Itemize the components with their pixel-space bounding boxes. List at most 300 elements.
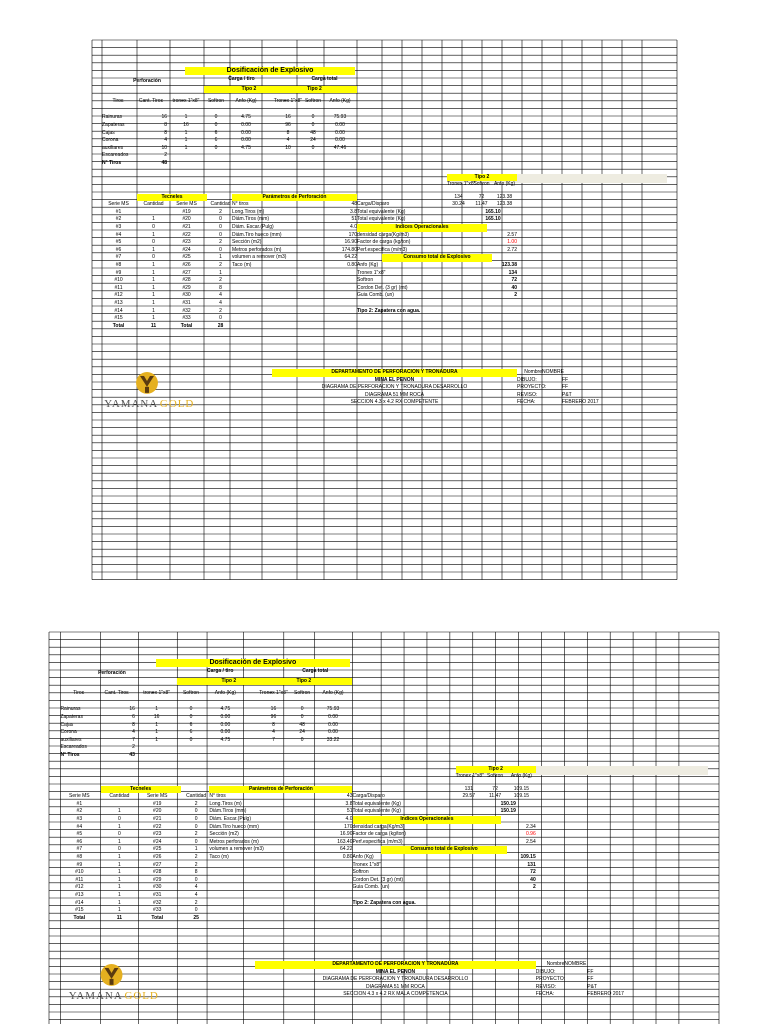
- info-value: FF: [587, 968, 594, 975]
- tec-cell: 0: [219, 231, 222, 238]
- carga-tiro-header: Carga / tiro: [228, 76, 255, 83]
- consumo-label: Cordon Det. (3 gr) (mt): [357, 284, 408, 291]
- tec-total: Total: [73, 914, 86, 921]
- tec-cell: 0: [219, 216, 222, 223]
- row-value: 16: [285, 114, 291, 121]
- svg-text:GOLD: GOLD: [124, 989, 160, 1002]
- diagrama-title: DIAGRAMA DE PERFORACION Y TRONADURA DESARROLLO: [321, 384, 468, 391]
- tipo2-box-val: 123.38: [496, 193, 513, 200]
- row-value: 48: [310, 129, 316, 136]
- indice-value: 2.34: [526, 823, 536, 830]
- tec-cell: #31: [153, 891, 162, 898]
- row-label: Escareados: [60, 744, 87, 751]
- row-label: Cajas: [102, 129, 115, 136]
- tec-cell: #2: [76, 808, 83, 815]
- mina-name: MINA EL PENON: [374, 376, 415, 383]
- consumo-label: Anfo (Kg): [357, 261, 379, 268]
- nota-zapatera: Tipo 2: Zapatera con agua.: [352, 899, 416, 906]
- tec-cell: #9: [76, 861, 83, 868]
- row-value: [230, 152, 262, 160]
- col-header: Softron: [182, 689, 200, 696]
- param-label: Sección (m2): [232, 239, 262, 246]
- tec-cell: 0: [118, 831, 121, 838]
- tec-cell: 2: [219, 277, 222, 284]
- param-value: 170: [344, 823, 353, 830]
- consumo-value: 2: [514, 292, 517, 299]
- info-label: FECHA:: [517, 399, 536, 406]
- tec-cell: 1: [118, 884, 121, 891]
- tec-cell: 0: [219, 223, 222, 230]
- tec-cell: 0: [118, 846, 121, 853]
- tec-cell: #6: [76, 838, 83, 845]
- tec-cell: 2: [194, 861, 198, 868]
- row-cant: 2: [164, 152, 167, 159]
- param-label: Long.Tiros (m): [209, 800, 242, 807]
- row-value: 33.22: [326, 736, 340, 743]
- tec-cell: 2: [194, 831, 198, 838]
- tec-cell: #25: [182, 254, 191, 261]
- info-label: Nombre: [546, 961, 565, 968]
- svg-text:YAMANA: YAMANA: [69, 989, 124, 1002]
- consumo-value: 109.15: [520, 853, 536, 860]
- param-label: volumen a remover (m3): [232, 254, 287, 261]
- tec-cell: 1: [118, 899, 121, 906]
- row-label: auxiliares: [60, 736, 82, 743]
- col-header: Softron: [304, 97, 322, 104]
- diagrama-subtitle: DIAGRAMA 51 MM ROCA: [365, 983, 425, 990]
- row-value: 4.75: [241, 114, 251, 121]
- row-value: 0.00: [328, 729, 338, 736]
- row-cant: 2: [132, 744, 135, 751]
- tec-col-header: Serie MS: [146, 793, 168, 800]
- row-value: 8: [286, 129, 290, 136]
- tec-cell: #30: [182, 292, 191, 299]
- tec-col-header: Cantidad: [186, 793, 207, 800]
- row-value: 0: [300, 714, 304, 721]
- row-cant: 10: [161, 144, 167, 151]
- param-value: 163.40: [337, 838, 353, 845]
- tec-cell: 1: [118, 823, 121, 830]
- tec-total: Total: [151, 914, 163, 921]
- tec-cell: #3: [76, 815, 83, 822]
- tipo2-box-val: 131: [464, 785, 473, 792]
- row-value: 1: [184, 129, 188, 136]
- indice-value: 1.00: [507, 239, 517, 246]
- info-value: FF: [562, 376, 569, 383]
- seccion-label: SECCION 4.3 x 4.2 RX MALA COMPETENCIA: [343, 991, 448, 998]
- carga-value: [482, 793, 535, 801]
- row-value: 6: [189, 721, 193, 728]
- tec-cell: 4: [194, 891, 198, 898]
- tec-cell: 1: [152, 269, 155, 276]
- row-value: 0: [311, 122, 315, 129]
- tipo2-box-col: Tronex 1"x8": [455, 773, 484, 780]
- row-value: 24: [299, 729, 305, 736]
- param-label: Diám.Tiro hueco (mm): [232, 231, 282, 238]
- param-value: 51: [346, 808, 353, 815]
- tec-cell: #21: [182, 223, 191, 230]
- tec-cell: 0: [194, 876, 198, 883]
- info-value: P&T: [587, 983, 598, 990]
- carga-label: Carga/Disparo: [357, 201, 390, 208]
- tec-cell: 0: [194, 907, 198, 914]
- row-value: 0.00: [220, 721, 231, 728]
- tec-total: 28: [217, 322, 224, 329]
- param-value: 174.80: [341, 246, 357, 253]
- tec-cell: 1: [219, 269, 222, 276]
- info-value: FF: [562, 384, 569, 391]
- indice-value: 0.96: [526, 831, 536, 838]
- info-label: PROYECTO:: [535, 976, 566, 983]
- row-value: 0.00: [328, 721, 338, 728]
- carga-label: Total equivalente (Kg): [352, 800, 401, 807]
- diagrama-subtitle: DIAGRAMA 51 MM ROCA: [365, 391, 424, 398]
- sheet-1: [92, 40, 677, 580]
- tec-cell: 1: [152, 299, 155, 306]
- tec-cell: 4: [219, 299, 222, 306]
- col-header: Anfo (Kg): [329, 97, 351, 104]
- row-value: 96: [270, 714, 277, 721]
- tec-cell: #21: [153, 815, 162, 822]
- param-label: Metros perforados (m): [209, 838, 259, 845]
- tec-cell: #3: [115, 223, 122, 230]
- row-value: 0.00: [241, 122, 251, 129]
- tec-cell: #7: [115, 254, 122, 261]
- dept-title: DEPARTAMENTO DE PERFORACION Y TRONADURA: [272, 369, 517, 377]
- tipo2-box-col: Softron: [473, 181, 490, 188]
- tipo2-box-val: 72: [478, 193, 485, 200]
- row-value: [138, 744, 175, 752]
- param-label: Diám.Tiros (mm): [232, 216, 270, 223]
- row-cant: 16: [161, 114, 167, 121]
- sheet-title: Dosificación de Explosivo: [156, 659, 351, 667]
- param-label: Taco (m): [232, 261, 252, 268]
- row-value: [173, 744, 210, 752]
- tipo2-box-val: 11.47: [489, 793, 502, 800]
- param-value: 48: [351, 201, 357, 208]
- info-value: FF: [587, 976, 594, 983]
- tec-cell: #14: [75, 899, 84, 906]
- tec-cell: #24: [182, 246, 191, 253]
- tec-cell: #5: [76, 831, 83, 838]
- tec-total: Total: [180, 322, 193, 329]
- row-value: [200, 152, 232, 160]
- row-value: 48: [299, 721, 305, 728]
- tec-cell: #30: [153, 884, 162, 891]
- row-value: 0.00: [335, 122, 345, 129]
- tec-cell: #33: [182, 315, 191, 322]
- row-value: 0.00: [328, 714, 338, 721]
- row-value: 0: [300, 706, 304, 713]
- row-value: [170, 152, 202, 160]
- row-value: 8: [272, 721, 275, 728]
- param-label: N° tiros: [209, 793, 226, 800]
- param-label: N° tiros: [232, 201, 249, 208]
- row-value: 96: [285, 122, 291, 129]
- tec-cell: 2: [219, 208, 222, 215]
- param-value: 3.8: [350, 208, 357, 215]
- row-value: 1: [184, 114, 188, 121]
- tipo2-box-col: Softron: [487, 773, 504, 780]
- tec-cell: 1: [152, 284, 155, 291]
- tec-cell: #20: [153, 808, 162, 815]
- tec-cell: #10: [114, 277, 123, 284]
- col-header: Tronex 1"x8": [273, 97, 303, 104]
- n-tiros-value: 48: [161, 160, 167, 167]
- yamana-gold-logo: [60, 961, 163, 1003]
- param-value: 43: [346, 793, 353, 800]
- row-value: 1: [155, 729, 159, 736]
- carga-label: Total equivalente (Kg): [352, 808, 401, 815]
- indice-label: Factor de carga (kg/ton): [357, 239, 411, 246]
- tec-total: 25: [193, 914, 199, 921]
- param-label: volumen a remover (m3): [209, 846, 264, 853]
- col-header: Tiros: [112, 97, 124, 104]
- consumo-header: Consumo total de Explosivo: [381, 846, 507, 854]
- tec-cell: #19: [153, 800, 162, 807]
- row-label: Corona: [102, 137, 119, 144]
- col-header: Softron: [207, 97, 225, 104]
- tec-cell: 1: [118, 891, 121, 898]
- tec-cell: #4: [76, 823, 83, 830]
- consumo-value: 40: [511, 284, 517, 291]
- info-value: NOMBRE: [542, 369, 564, 376]
- tec-cell: 1: [118, 861, 121, 868]
- row-value: 47.46: [333, 144, 347, 151]
- yamana-gold-logo: [102, 369, 195, 411]
- tec-cell: 1: [118, 838, 121, 845]
- param-value: 51: [351, 216, 357, 223]
- indice-value: 2.54: [526, 838, 536, 845]
- tec-cell: #13: [75, 891, 84, 898]
- tec-total: Total: [112, 322, 125, 329]
- param-value: 3.8: [345, 800, 353, 807]
- param-value: 0.80: [342, 853, 353, 860]
- tec-cell: 2: [219, 261, 222, 268]
- row-value: [315, 744, 352, 752]
- param-label: Diám. Escar.(Pulg): [209, 815, 252, 822]
- info-label: REVISO:: [535, 983, 557, 990]
- tec-cell: 0: [118, 815, 121, 822]
- tec-total: 11: [150, 322, 157, 329]
- row-value: 4.75: [220, 736, 231, 743]
- row-cant: 8: [132, 721, 135, 728]
- tec-cell: #28: [182, 277, 191, 284]
- row-cant: 8: [164, 122, 167, 129]
- row-value: 10: [285, 144, 291, 151]
- row-label: Rainuras: [102, 114, 123, 121]
- indice-label: densidad carga(Kg/m3): [352, 823, 405, 830]
- row-value: 6: [189, 729, 193, 736]
- param-value: 170: [348, 231, 357, 238]
- col-header: Anfo (Kg): [322, 689, 344, 696]
- indice-value: 2.57: [507, 231, 517, 238]
- tec-cell: 1: [118, 869, 121, 876]
- info-value: FEBRERO 2017: [587, 991, 624, 998]
- row-value: 0: [189, 736, 193, 743]
- row-value: 6: [214, 137, 218, 144]
- row-cant: 4: [164, 137, 167, 144]
- params-header: Parámetros de Perforación: [209, 786, 352, 794]
- param-label: Diám. Escar.(Pulg): [232, 223, 274, 230]
- tec-cell: 8: [194, 869, 198, 876]
- row-label: Escareados: [102, 152, 129, 159]
- consumo-label: Guia Comb. (un): [357, 292, 394, 299]
- tec-cell: 0: [152, 223, 155, 230]
- tec-cell: #29: [153, 876, 162, 883]
- tec-cell: #23: [182, 239, 191, 246]
- row-value: 4: [286, 137, 290, 144]
- param-label: Sección (m2): [209, 831, 239, 838]
- consumo-header: Consumo total de Explosivo: [382, 254, 492, 262]
- tec-cell: #20: [182, 216, 191, 223]
- row-value: 0.00: [220, 729, 231, 736]
- indice-label: Factor de carga (kg/ton): [352, 831, 406, 838]
- consumo-value: 123.38: [501, 261, 517, 268]
- mina-name: MINA EL PENON: [375, 968, 416, 975]
- row-value: 16: [183, 122, 189, 129]
- params-header: Parámetros de Perforación: [232, 194, 357, 202]
- tec-cell: 0: [152, 254, 155, 261]
- tec-cell: 1: [152, 261, 155, 268]
- tec-cell: #32: [153, 899, 162, 906]
- tec-cell: 1: [194, 846, 198, 853]
- param-value: 64.22: [344, 254, 357, 261]
- row-value: 0: [300, 736, 304, 743]
- tec-cell: #2: [115, 216, 122, 223]
- tecneles-header: Tecneles: [101, 786, 181, 794]
- carga-value: [470, 209, 516, 217]
- tec-cell: 2: [219, 239, 222, 246]
- tec-cell: 1: [219, 254, 222, 261]
- tec-cell: #22: [153, 823, 162, 830]
- row-value: 0: [189, 706, 193, 713]
- tec-cell: #28: [153, 869, 162, 876]
- dept-title: DEPARTAMENTO DE PERFORACION Y TRONADURA: [255, 961, 536, 969]
- tec-total: 11: [116, 914, 123, 921]
- indices-header: Indices Operacionales: [357, 224, 487, 232]
- tec-cell: 2: [194, 800, 198, 807]
- tipo2-box-label: Tipo 2: [456, 766, 536, 774]
- sheet-2: [49, 632, 719, 1024]
- n-tiros-label: N° Tiros: [60, 752, 80, 759]
- tec-cell: 1: [152, 231, 155, 238]
- carga-value: [470, 201, 516, 209]
- carga-value: 165.10: [485, 216, 501, 223]
- tec-cell: #29: [182, 284, 191, 291]
- info-label: DIBUJO:: [535, 968, 556, 975]
- carga-label: Total equivalente (Kg): [357, 208, 406, 215]
- info-label: PROYECTO:: [517, 384, 547, 391]
- col-header: Softron: [294, 689, 311, 696]
- tec-cell: #31: [182, 299, 191, 306]
- tec-cell: #26: [182, 261, 191, 268]
- param-label: Taco (m): [209, 853, 229, 860]
- tec-cell: 1: [118, 876, 121, 883]
- diagrama-title: DIAGRAMA DE PERFORACION Y TRONADURA DESARROLLO: [322, 976, 469, 983]
- row-label: auxiliares: [102, 144, 124, 151]
- row-value: 1: [155, 736, 159, 743]
- row-cant: 7: [132, 736, 135, 743]
- param-value: 16.90: [344, 239, 357, 246]
- col-header: Cant. Tiros: [138, 97, 164, 104]
- tipo2-box-col: Anfo (Kg): [510, 773, 532, 780]
- tipo2-header-left: Tipo 2: [177, 678, 280, 685]
- indice-label: Perf.especifica (m/m3): [357, 246, 408, 253]
- consumo-label: Cordon Det. (3 gr) (mt): [352, 876, 404, 883]
- tec-cell: #5: [115, 239, 122, 246]
- col-header: tronex 1"x8": [172, 97, 200, 104]
- row-value: 1: [184, 144, 188, 151]
- row-cant: 6: [132, 714, 135, 721]
- tec-cell: 1: [118, 853, 121, 860]
- consumo-value: 72: [530, 869, 536, 876]
- row-label: Zapateras: [102, 122, 125, 129]
- tec-cell: #8: [76, 853, 83, 860]
- param-label: Long.Tiros (m): [232, 208, 265, 215]
- tec-cell: 1: [152, 246, 155, 253]
- consumo-value: 72: [511, 277, 517, 284]
- row-value: 0.00: [220, 714, 231, 721]
- tec-cell: 1: [152, 277, 155, 284]
- tec-col-header: Cantidad: [109, 793, 130, 800]
- consumo-label: Anfo (Kg): [352, 853, 374, 860]
- tec-cell: #6: [115, 246, 122, 253]
- tec-cell: #27: [182, 269, 191, 276]
- row-value: 0: [189, 714, 193, 721]
- nota-zapatera: Tipo 2: Zapatera con agua.: [357, 307, 421, 314]
- indice-label: Perf.especifica (m/m3): [352, 838, 403, 845]
- row-value: 0: [214, 114, 218, 121]
- consumo-label: Tronex 1"x8": [352, 861, 381, 868]
- tec-cell: #13: [114, 299, 123, 306]
- tec-cell: #27: [153, 861, 162, 868]
- tec-cell: #9: [115, 269, 122, 276]
- consumo-label: Softron: [352, 869, 369, 876]
- tec-cell: 4: [194, 884, 198, 891]
- col-header: Tronex 1"x8": [259, 689, 288, 696]
- row-label: Corona: [60, 729, 77, 736]
- n-tiros-value: 43: [129, 752, 135, 759]
- row-value: 4.75: [220, 706, 231, 713]
- param-value: 0.80: [347, 261, 357, 268]
- row-value: 7: [272, 736, 275, 743]
- info-label: DIBUJO:: [517, 376, 537, 383]
- indices-header: Indices Operacionales: [353, 816, 502, 824]
- param-value: 64.22: [339, 846, 353, 853]
- row-value: 0.00: [335, 129, 345, 136]
- tec-cell: #12: [75, 884, 84, 891]
- row-value: 1: [184, 137, 188, 144]
- tec-cell: 0: [219, 315, 222, 322]
- col-header: Tiros: [73, 689, 85, 696]
- tec-cell: #7: [76, 846, 83, 853]
- col-header: Anfo (Kg): [235, 97, 257, 104]
- carga-tiro-header: Carga / tiro: [207, 668, 234, 675]
- tec-cell: #4: [115, 231, 122, 238]
- sheet-title: Dosificación de Explosivo: [185, 67, 355, 75]
- seccion-label: SECCION 4.3 x 4.2 RX COMPETENTE: [350, 399, 439, 406]
- tec-cell: #8: [115, 261, 122, 268]
- info-label: Nombre: [524, 369, 542, 376]
- tec-cell: 2: [219, 307, 222, 314]
- tec-cell: 8: [219, 284, 222, 291]
- tec-cell: 1: [152, 292, 155, 299]
- tipo2-box-total: 150.19: [500, 800, 516, 807]
- row-cant: 8: [164, 129, 167, 136]
- row-value: 0: [214, 144, 218, 151]
- tec-col-header: Serie MS: [108, 201, 129, 208]
